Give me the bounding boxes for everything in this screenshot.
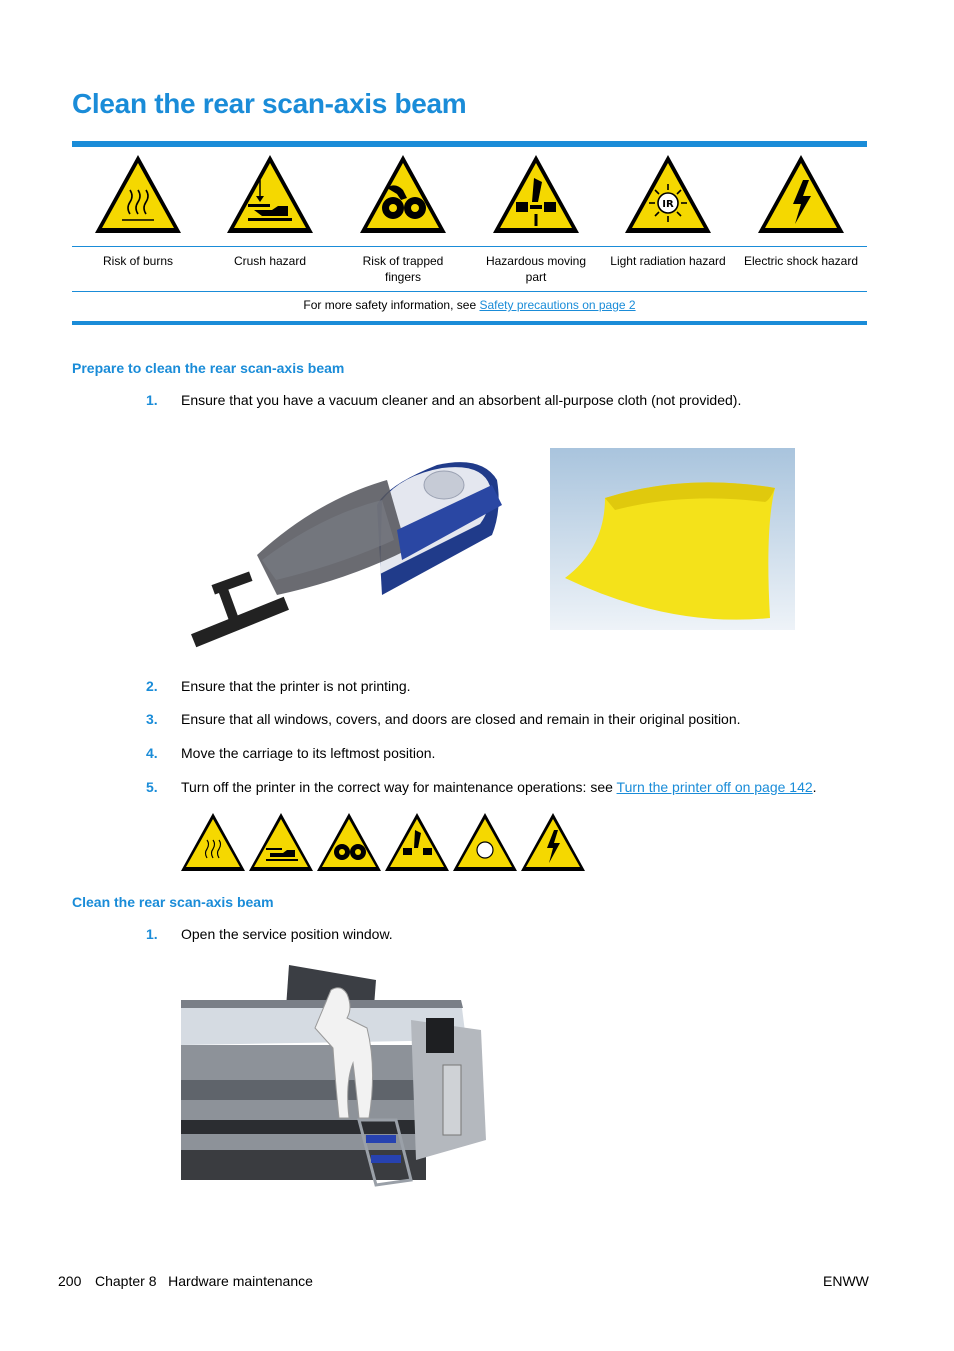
hot-surface-icon xyxy=(92,152,184,236)
step-text: Ensure that you have a vacuum cleaner and an absorbent all-purpose cloth (not provided). xyxy=(181,392,742,408)
step-text-suffix: . xyxy=(812,779,817,795)
ir-label: IR xyxy=(662,199,674,210)
safety-note-divider xyxy=(72,291,867,292)
step-number: 3. xyxy=(146,711,158,727)
printer-service-window-image xyxy=(181,960,491,1195)
step-number: 4. xyxy=(146,745,158,761)
section-heading-clean: Clean the rear scan-axis beam xyxy=(72,894,274,910)
hazard-icons-small-row xyxy=(180,812,586,872)
trapped-fingers-icon xyxy=(357,152,449,236)
hazard-label-crush: Crush hazard xyxy=(233,254,307,268)
section-heading-prepare: Prepare to clean the rear scan-axis beam xyxy=(72,360,345,376)
step-number: 5. xyxy=(146,779,158,795)
hazard-label-light-radiation: Light radiation hazard xyxy=(610,254,726,268)
hazard-electric-shock xyxy=(735,152,867,236)
hazard-trapped-fingers xyxy=(337,152,469,236)
step-number: 1. xyxy=(146,926,158,942)
trapped-fingers-icon xyxy=(317,813,381,871)
step-text-part: Turn off the printer in the correct way for maintenance operations: see xyxy=(181,779,617,795)
step-text xyxy=(181,779,817,795)
footer-page-number: 200 xyxy=(58,1273,82,1289)
hazard-label-trapped-fingers: Risk of trapped fingers xyxy=(362,254,444,284)
hazard-burns xyxy=(72,152,204,236)
hazard-label-moving-part: Hazardous moving part xyxy=(485,254,587,284)
step-text: Open the service position window. xyxy=(181,926,393,942)
hazard-light-radiation xyxy=(602,152,734,236)
step-number: 2. xyxy=(146,678,158,694)
hazard-moving-part xyxy=(470,152,602,236)
cloth-image xyxy=(550,448,795,630)
turn-printer-off-link[interactable]: Turn the printer off on page 142 xyxy=(616,779,813,795)
title-rule xyxy=(72,141,867,147)
crush-hazard-icon xyxy=(249,813,313,871)
electric-shock-icon xyxy=(755,152,847,236)
hazard-label-burns: Risk of burns xyxy=(102,254,174,268)
page-title: Clean the rear scan-axis beam xyxy=(72,88,467,119)
vacuum-cleaner-image xyxy=(182,430,507,655)
safety-note-text: For more safety information, see xyxy=(303,298,480,312)
step-text: Ensure that all windows, covers, and doors are closed and remain in their original position. xyxy=(181,711,741,727)
crush-hazard-icon xyxy=(224,152,316,236)
hazard-row-divider xyxy=(72,246,867,247)
hot-surface-icon xyxy=(181,813,245,871)
electric-shock-icon xyxy=(521,813,585,871)
footer-locale: ENWW xyxy=(823,1273,869,1289)
safety-note xyxy=(72,298,867,312)
light-radiation-icon xyxy=(453,813,517,871)
safety-table-bottom-rule xyxy=(72,321,867,325)
safety-precautions-link[interactable]: Safety precautions on page 2 xyxy=(479,298,636,312)
step-text: Ensure that the printer is not printing. xyxy=(181,678,411,694)
moving-part-icon xyxy=(385,813,449,871)
step-text: Move the carriage to its leftmost position. xyxy=(181,745,436,761)
hazard-crush xyxy=(204,152,336,236)
step-number: 1. xyxy=(146,392,158,408)
light-radiation-icon xyxy=(622,152,714,236)
moving-part-icon xyxy=(490,152,582,236)
footer-chapter: Chapter 8 Hardware maintenance xyxy=(95,1273,313,1289)
hazard-label-electric-shock: Electric shock hazard xyxy=(743,254,859,268)
